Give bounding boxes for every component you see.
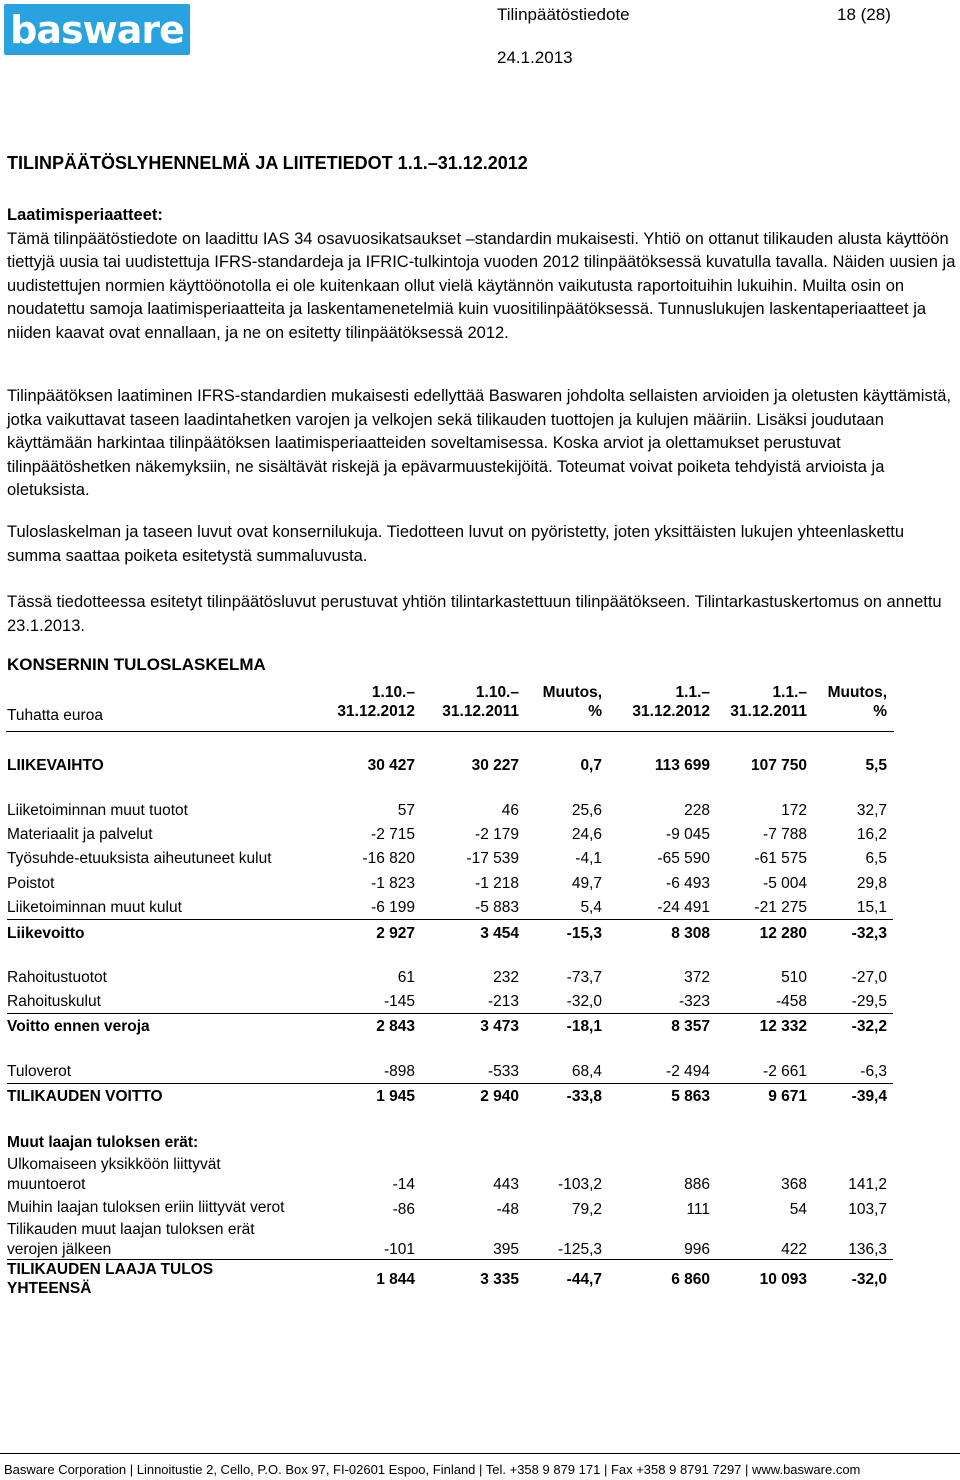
page-title: TILINPÄÄTÖSLYHENNELMÄ JA LIITETIEDOT 1.1.–31.12.2012 [7, 153, 528, 173]
table-row: Tuloverot -898 -533 68,4 -2 494 -2 661 -6,3 [7, 1063, 897, 1085]
policies-heading: Laatimisperiaatteet: [7, 206, 163, 224]
footer-rule [0, 1453, 960, 1454]
row-divider [7, 919, 893, 920]
policies-paragraph-1: Tämä tilinpäätöstiedote on laadittu IAS 34 osavuosikatsaukset –standardin mukaisesti. Yhtiö on ottanut tilikauden alusta käyttöön tiettyjä uusia tai uudistettuja IFRS-standardeja ja IFRIC-tulkintoja vuoden 2012 tilinpäätöksessä kuvatulla tavalla. Näiden uusien ja uudistettujen normien käyttöönotolla ei ole kuitenkaan ollut vielä käytännön vaikutusta raportoituihin lukuihin. Muilta osin on noudatettu samoja laatimisperiaatteita ja laskentamenetelmiä kuin vuositilinpäätöksessä. Tunnuslukujen laskentaperiaatteet ja niiden kaavat ovat ennallaan, ja ne on esitetty tilinpäätöksessä 2012. [7, 229, 956, 342]
table-row: Muihin laajan tuloksen eriin liittyvät verot -86 -48 79,2 111 54 103,7 [7, 1199, 887, 1218]
policies-section [7, 204, 957, 345]
table-title: KONSERNIN TULOSLASKELMA [7, 655, 266, 674]
document-date: 24.1.2013 [497, 48, 573, 67]
table-row: LIIKEVAIHTO 30 427 30 227 0,7 113 699 107 750 5,5 [7, 757, 887, 774]
row-divider [7, 1013, 893, 1014]
table-row: Tilikauden muut laajan tuloksen erät verojen jälkeen -101 395 -125,3 996 422 136,3 [7, 1221, 897, 1261]
table-row: Voitto ennen veroja 2 843 3 473 -18,1 8 357 12 332 -32,2 [7, 1018, 887, 1035]
row-divider [7, 1083, 893, 1084]
table-row: Poistot -1 823 -1 218 49,7 -6 493 -5 004 29,8 [7, 875, 887, 892]
column-header: Muutos, % [827, 684, 887, 720]
column-header: 1.10.– 31.12.2012 [337, 684, 415, 720]
footer-contact: Basware Corporation | Linnoitustie 2, Cello, P.O. Box 97, FI-02601 Espoo, Finland | Tel. +358 9 879 171 | Fax +358 9 8791 7297 | www.basware.com [4, 1462, 861, 1477]
policies-paragraph-3: Tuloslaskelman ja taseen luvut ovat konsernilukuja. Tiedotteen luvut on pyöristetty, joten yksittäisten lukujen yhteenlaskettu summa saattaa poiketa esitetystä summaluvusta. [7, 523, 905, 565]
column-header: 1.1.– 31.12.2012 [632, 684, 710, 720]
table-row: Materiaalit ja palvelut -2 715 -2 179 24,6 -9 045 -7 788 16,2 [7, 826, 887, 843]
table-row: TILIKAUDEN VOITTO 1 945 2 940 -33,8 5 863 9 671 -39,4 [7, 1088, 887, 1105]
document-type: Tilinpäätöstiedote [497, 5, 630, 24]
table-row: Liiketoiminnan muut tuotot 57 46 25,6 228 172 32,7 [7, 802, 887, 819]
table-row: Työsuhde-etuuksista aiheutuneet kulut -16 820 -17 539 -4,1 -65 590 -61 575 6,5 [7, 850, 887, 867]
header-rule [6, 731, 894, 732]
table-row: Rahoituskulut -145 -213 -32,0 -323 -458 -29,5 [7, 993, 897, 1015]
row-divider [7, 1259, 893, 1260]
unit-label: Tuhatta euroa [7, 707, 103, 724]
basware-logo [4, 4, 190, 55]
table-row: Ulkomaiseen yksikköön liittyvät muuntoerot -14 443 -103,2 886 368 141,2 [7, 1156, 887, 1193]
column-header: Muutos, % [542, 684, 602, 720]
table-row: TILIKAUDEN LAAJA TULOS YHTEENSÄ 1 844 3 335 -44,7 6 860 10 093 -32,0 [7, 1261, 887, 1297]
table-row: Rahoitustuotot 61 232 -73,7 372 510 -27,0 [7, 969, 887, 986]
column-header: 1.1.– 31.12.2011 [730, 684, 807, 720]
policies-paragraph-2: Tilinpäätöksen laatiminen IFRS-standardien mukaisesti edellyttää Baswaren johdolta sellaisten arvioiden ja oletusten käyttämistä, jotka vaikuttavat taseen laadintahetken varojen ja velkojen sekä tilikauden tuottojen ja kulujen määriin. Lisäksi joudutaan käyttämään harkintaa tilinpäätöksen laatimisperiaatteiden soveltamisessa. Koska arviot ja olettamukset perustuvat tilinpäätöshetken näkemyksiin, ne sisältävät riskejä ja epävarmuustekijöitä. Toteumat voivat poiketa tehdyistä arvioista ja oletuksista. [7, 387, 952, 499]
policies-paragraph-4: Tässä tiedotteessa esitetyt tilinpäätösluvut perustuvat yhtiön tilintarkastettuun tilinpäätökseen. Tilintarkastuskertomus on annettu 23.1.2013. [7, 593, 942, 635]
column-header: 1.10.– 31.12.2011 [442, 684, 519, 720]
table-row: Muut laajan tuloksen erät: [7, 1134, 199, 1151]
table-row: Liiketoiminnan muut kulut -6 199 -5 883 5,4 -24 491 -21 275 15,1 [7, 899, 897, 921]
table-row: Liikevoitto 2 927 3 454 -15,3 8 308 12 280 -32,3 [7, 925, 887, 942]
page-number: 18 (28) [837, 5, 891, 24]
logo-text: basware [10, 7, 184, 52]
